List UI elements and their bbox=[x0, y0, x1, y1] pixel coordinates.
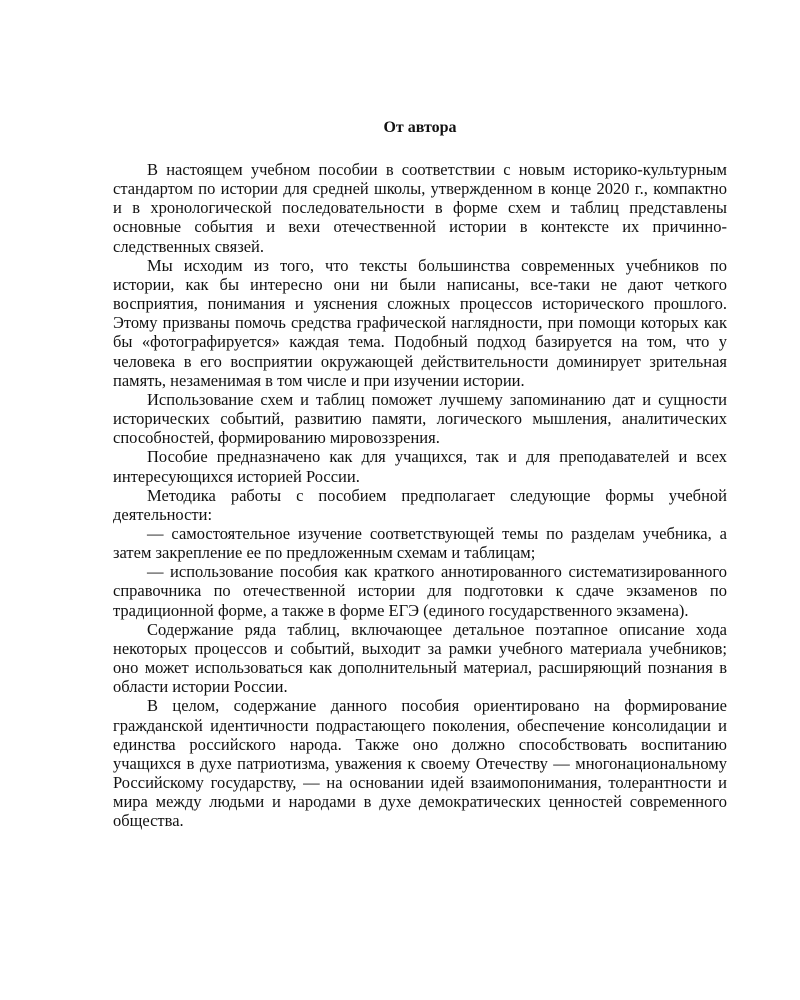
page bbox=[113, 118, 727, 830]
paragraph-method-item-2: — использование пособия как краткого аннотированного систематизированного справочника по отечественной истории для подготовки к сдаче экзаменов по традиционной форме, а также в форме ЕГЭ (единого государственного экзамена). bbox=[113, 562, 727, 620]
paragraph-method: Методика работы с пособием предполагает следующие формы учебной деятельности: bbox=[113, 485, 727, 524]
paragraph-approach: Мы исходим из того, что тексты большинства современных учебников по истории, как бы интересно они ни были написаны, все-таки не дают четкого восприятия, понимания и уяснения сложных процессов исторического прошлого. Этому призваны помочь средства графической наглядности, при помощи которых как бы «фотографируется» каждая тема. Подобный подход базируется на том, что у человека в его восприятии окружающей действительности доминирует зрительная память, незаменимая в том числе и при изучении истории. bbox=[113, 255, 727, 390]
body-text bbox=[113, 160, 727, 830]
paragraph-tables-content: Содержание ряда таблиц, включающее детальное поэтапное описание хода некоторых процессов и событий, выходит за рамки учебного материала учебников; оно может использоваться как дополнительный материал, расширяющий познания в области истории России. bbox=[113, 619, 727, 697]
paragraph-method-item-1: — самостоятельное изучение соответствующей темы по разделам учебника, а затем закрепление ее по предложенным схемам и таблицам; bbox=[113, 523, 727, 563]
section-heading: От автора bbox=[383, 119, 457, 136]
paragraph-benefits: Использование схем и таблиц поможет лучшему запоминанию дат и сущности исторических событий, развитию памяти, логического мышления, аналитических способностей, формированию мировоззрения. bbox=[113, 389, 727, 448]
paragraph-intro: В настоящем учебном пособии в соответствии с новым историко-культурным стандартом по истории для средней школы, утвержденном в конце 2020 г., компактно и в хронологической последовательности в форме схем и таблиц представлены основные события и вехи отечественной истории в контексте их причинно-следственных связей. bbox=[113, 160, 727, 256]
paragraph-audience: Пособие предназначено как для учащихся, так и для преподавателей и всех интересующихся историей России. bbox=[113, 447, 727, 486]
paragraph-conclusion: В целом, содержание данного пособия ориентировано на формирование гражданской идентичности подрастающего поколения, обеспечение консолидации и единства российского народа. Также оно должно способствовать воспитанию учащихся в духе патриотизма, уважения к своему Отечеству — многонациональному Российскому государству, — на основании идей взаимопонимания, толерантности и мира между людьми и народами в духе демократических ценностей современного общества. bbox=[113, 696, 727, 831]
